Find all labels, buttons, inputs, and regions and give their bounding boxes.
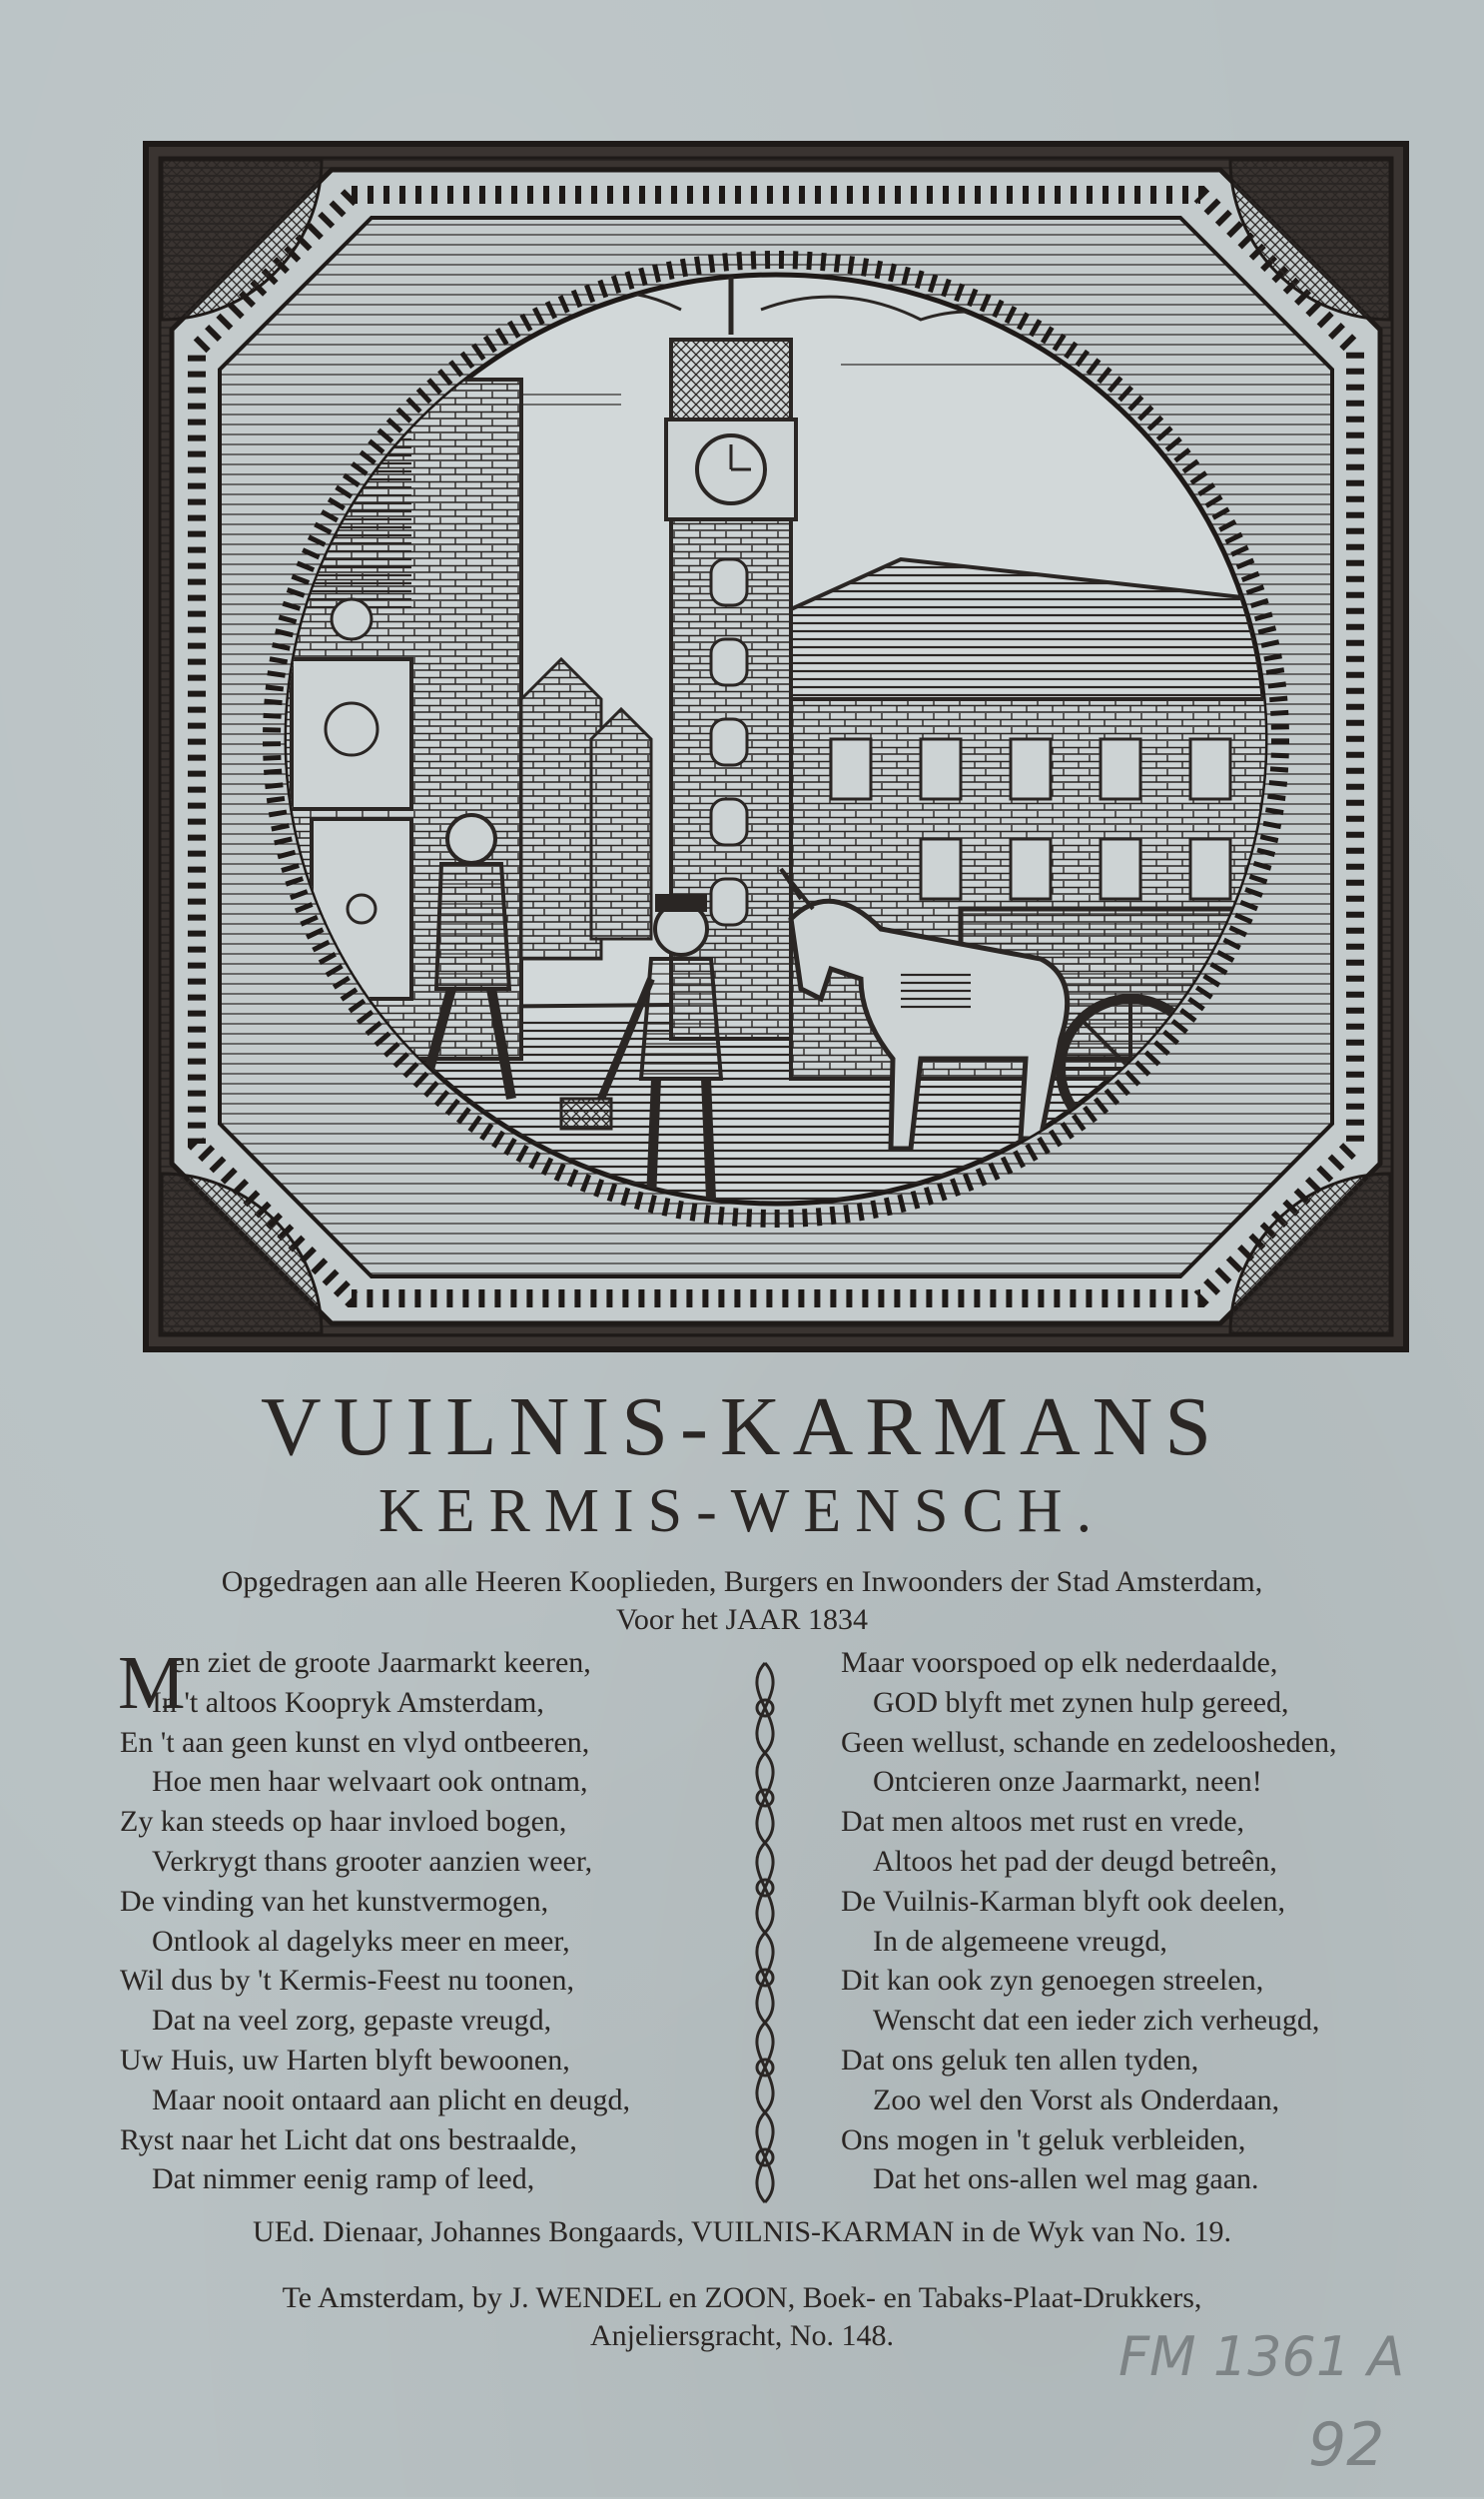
dedication xyxy=(0,1563,1484,1639)
dedication-line-1: Opgedragen aan alle Heeren Kooplieden, Burgers en Inwoonders der Stad Amsterdam, xyxy=(221,1565,1263,1598)
poem-line: Zoo wel den Vorst als Onderdaan, xyxy=(873,2082,1280,2116)
poem-left-column xyxy=(120,1643,739,2199)
poem-line: en ziet de groote Jaarmarkt keeren, xyxy=(172,1646,591,1679)
ornamental-divider xyxy=(727,1653,803,2212)
pencil-note-line-1: FM 1361 A xyxy=(1118,2325,1405,2388)
poem-line: Maar voorspoed op elk nederdaalde, xyxy=(841,1646,1278,1679)
poem-line: Geen wellust, schande en zedeloosheden, xyxy=(841,1725,1337,1759)
poem-line: Dit kan ook zyn genoegen streelen, xyxy=(841,1964,1264,1998)
poem-line: In 't altoos Koopryk Amsterdam, xyxy=(152,1685,544,1719)
poem-line: Zy kan steeds op haar invloed bogen, xyxy=(120,1805,567,1839)
pencil-note-line-2: 92 xyxy=(1308,2410,1385,2480)
poem-line: GOD blyft met zynen hulp gereed, xyxy=(873,1685,1289,1719)
poem-line: Dat men altoos met rust en vrede, xyxy=(841,1805,1245,1839)
poem-line: Ons mogen in 't geluk verbleiden, xyxy=(841,2122,1246,2156)
woodcut-illustration xyxy=(142,140,1410,1353)
imprint-line-2: Anjeliersgracht, No. 148. xyxy=(589,2319,895,2352)
poem-line: Wil dus by 't Kermis-Feest nu toonen, xyxy=(120,1964,574,1998)
signature-line: UEd. Dienaar, Johannes Bongaards, VUILNIS-KARMAN in de Wyk van No. 19. xyxy=(253,2215,1231,2248)
subtitle: KERMIS-WENSCH. xyxy=(377,1477,1107,1545)
dedication-line-2: Voor het JAAR 1834 xyxy=(616,1603,868,1636)
poem-line: Dat het ons-allen wel mag gaan. xyxy=(873,2162,1259,2196)
poem-line: Ryst naar het Licht dat ons bestraalde, xyxy=(120,2122,577,2156)
poem-line: Hoe men haar welvaart ook ontnam, xyxy=(152,1765,588,1799)
poem-line: Dat na veel zorg, gepaste vreugd, xyxy=(152,2004,552,2038)
poem-line: En 't aan geen kunst en vlyd ontbeeren, xyxy=(120,1725,590,1759)
main-title: VUILNIS-KARMANS xyxy=(260,1380,1223,1473)
imprint-line-1: Te Amsterdam, by J. WENDEL en ZOON, Boek- en Tabaks-Plaat-Drukkers, xyxy=(282,2281,1202,2314)
poem-line: De vinding van het kunstvermogen, xyxy=(120,1884,549,1918)
poem-line: De Vuilnis-Karman blyft ook deelen, xyxy=(841,1884,1286,1918)
poem-line: Uw Huis, uw Harten blyft bewoonen, xyxy=(120,2043,570,2077)
poem-right-column xyxy=(841,1643,1400,2199)
poem-line: Verkrygt thans grooter aanzien weer, xyxy=(152,1844,593,1878)
poem-line: Ontlook al dagelyks meer en meer, xyxy=(152,1924,570,1958)
poem-line: Altoos het pad der deugd betreên, xyxy=(873,1844,1277,1878)
pencil-inventory-note xyxy=(1109,2315,1448,2495)
poem-line: Wenscht dat een ieder zich verheugd, xyxy=(873,2004,1320,2038)
poem-line: Dat ons geluk ten allen tyden, xyxy=(841,2043,1199,2077)
drop-cap: M xyxy=(118,1641,186,1725)
poem-line: Dat nimmer eenig ramp of leed, xyxy=(152,2162,535,2196)
poem-line: In de algemeene vreugd, xyxy=(873,1924,1167,1958)
poem-line: Maar nooit ontaard aan plicht en deugd, xyxy=(152,2082,631,2116)
poem-line: Ontcieren onze Jaarmarkt, neen! xyxy=(873,1765,1262,1799)
